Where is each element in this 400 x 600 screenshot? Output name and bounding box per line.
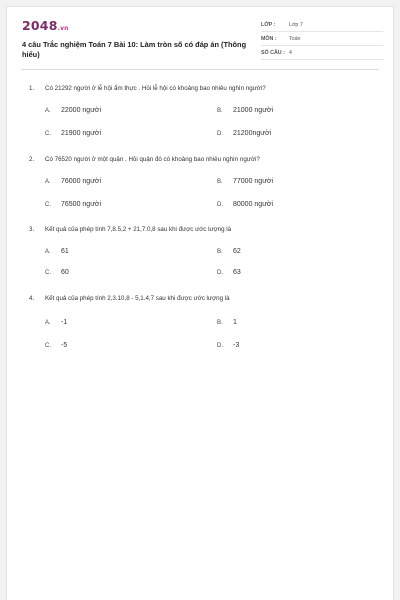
question-text [29, 226, 231, 233]
question-number: 3. [29, 226, 35, 233]
option-c[interactable] [45, 201, 101, 208]
option-d[interactable] [217, 130, 271, 137]
option-text: 21200người [233, 130, 272, 137]
option-letter: B. [217, 179, 223, 185]
option-letter: C. [45, 270, 51, 276]
option-text: 77000 người [233, 178, 274, 185]
question-stem: Kết quả của phép tính 2,3.10,8 - 5,1.4,7 sau khi được ước lượng là [45, 295, 230, 302]
meta-count-value: 4 [289, 50, 292, 56]
option-text: 21900 người [61, 130, 102, 137]
option-letter: C. [45, 131, 51, 137]
option-letter: D. [217, 202, 223, 208]
question-text [29, 156, 260, 163]
option-text: 60 [61, 269, 69, 276]
document-page [6, 6, 394, 600]
option-letter: B. [217, 320, 223, 326]
option-text: -5 [61, 342, 68, 349]
option-letter: B. [217, 108, 223, 114]
option-letter: D. [217, 343, 223, 349]
question-stem: Kết quả của phép tính 7,8.5,2 + 21,7.0,8 sau khi được ước lượng là [45, 226, 232, 233]
meta-class-label: LỚP : [261, 22, 276, 28]
question-text [29, 85, 266, 92]
option-text: 22000 người [61, 107, 102, 114]
option-text: 76500 người [61, 201, 102, 208]
option-b[interactable] [217, 319, 237, 326]
meta-count-row [261, 47, 383, 60]
meta-subject-row [261, 33, 383, 46]
option-letter: B. [217, 249, 223, 255]
option-text: 63 [233, 269, 241, 276]
option-text: -1 [61, 319, 68, 326]
meta-count-label: SỐ CÂU : [261, 50, 285, 56]
option-b[interactable] [217, 248, 241, 255]
option-text: -3 [233, 342, 240, 349]
meta-subject-label: MÔN : [261, 36, 277, 42]
option-text: 61 [61, 248, 69, 255]
option-text: 21000 người [233, 107, 274, 114]
option-b[interactable] [217, 178, 273, 185]
site-logo[interactable] [22, 18, 69, 33]
question-number: 4. [29, 295, 35, 302]
option-letter: C. [45, 202, 51, 208]
option-d[interactable] [217, 342, 239, 349]
question-number: 1. [29, 85, 35, 92]
option-letter: A. [45, 179, 51, 185]
meta-class-value: Lớp 7 [289, 22, 303, 28]
question-stem: Có 21292 người ở lễ hội ẩm thực . Hỏi lễ hội có khoảng bao nhiêu nghìn người? [45, 85, 266, 92]
question-number: 2. [29, 156, 35, 163]
option-a[interactable] [45, 319, 67, 326]
option-a[interactable] [45, 178, 101, 185]
option-a[interactable] [45, 107, 101, 114]
question-text [29, 295, 230, 302]
option-letter: D. [217, 131, 223, 137]
option-letter: D. [217, 270, 223, 276]
option-a[interactable] [45, 248, 69, 255]
option-letter: A. [45, 108, 51, 114]
option-text: 62 [233, 248, 241, 255]
option-c[interactable] [45, 342, 67, 349]
question-stem: Có 76520 người ở một quận . Hỏi quận đó có khoảng bao nhiêu nghìn người? [45, 156, 260, 163]
option-d[interactable] [217, 269, 241, 276]
logo-text: 2048 [22, 18, 58, 33]
logo-suffix: .vn [57, 25, 69, 32]
option-c[interactable] [45, 269, 69, 276]
option-letter: A. [45, 320, 51, 326]
option-text: 80000 người [233, 201, 274, 208]
option-d[interactable] [217, 201, 273, 208]
option-b[interactable] [217, 107, 273, 114]
option-c[interactable] [45, 130, 101, 137]
meta-subject-value: Toán [289, 36, 301, 42]
header-divider [21, 69, 379, 70]
option-text: 1 [233, 319, 237, 326]
option-letter: A. [45, 249, 51, 255]
document-title: 4 câu Trắc nghiệm Toán 7 Bài 10: Làm tròn số có đáp án (Thông hiểu) [22, 40, 247, 59]
meta-class-row [261, 19, 383, 32]
option-text: 76000 người [61, 178, 102, 185]
option-letter: C. [45, 343, 51, 349]
